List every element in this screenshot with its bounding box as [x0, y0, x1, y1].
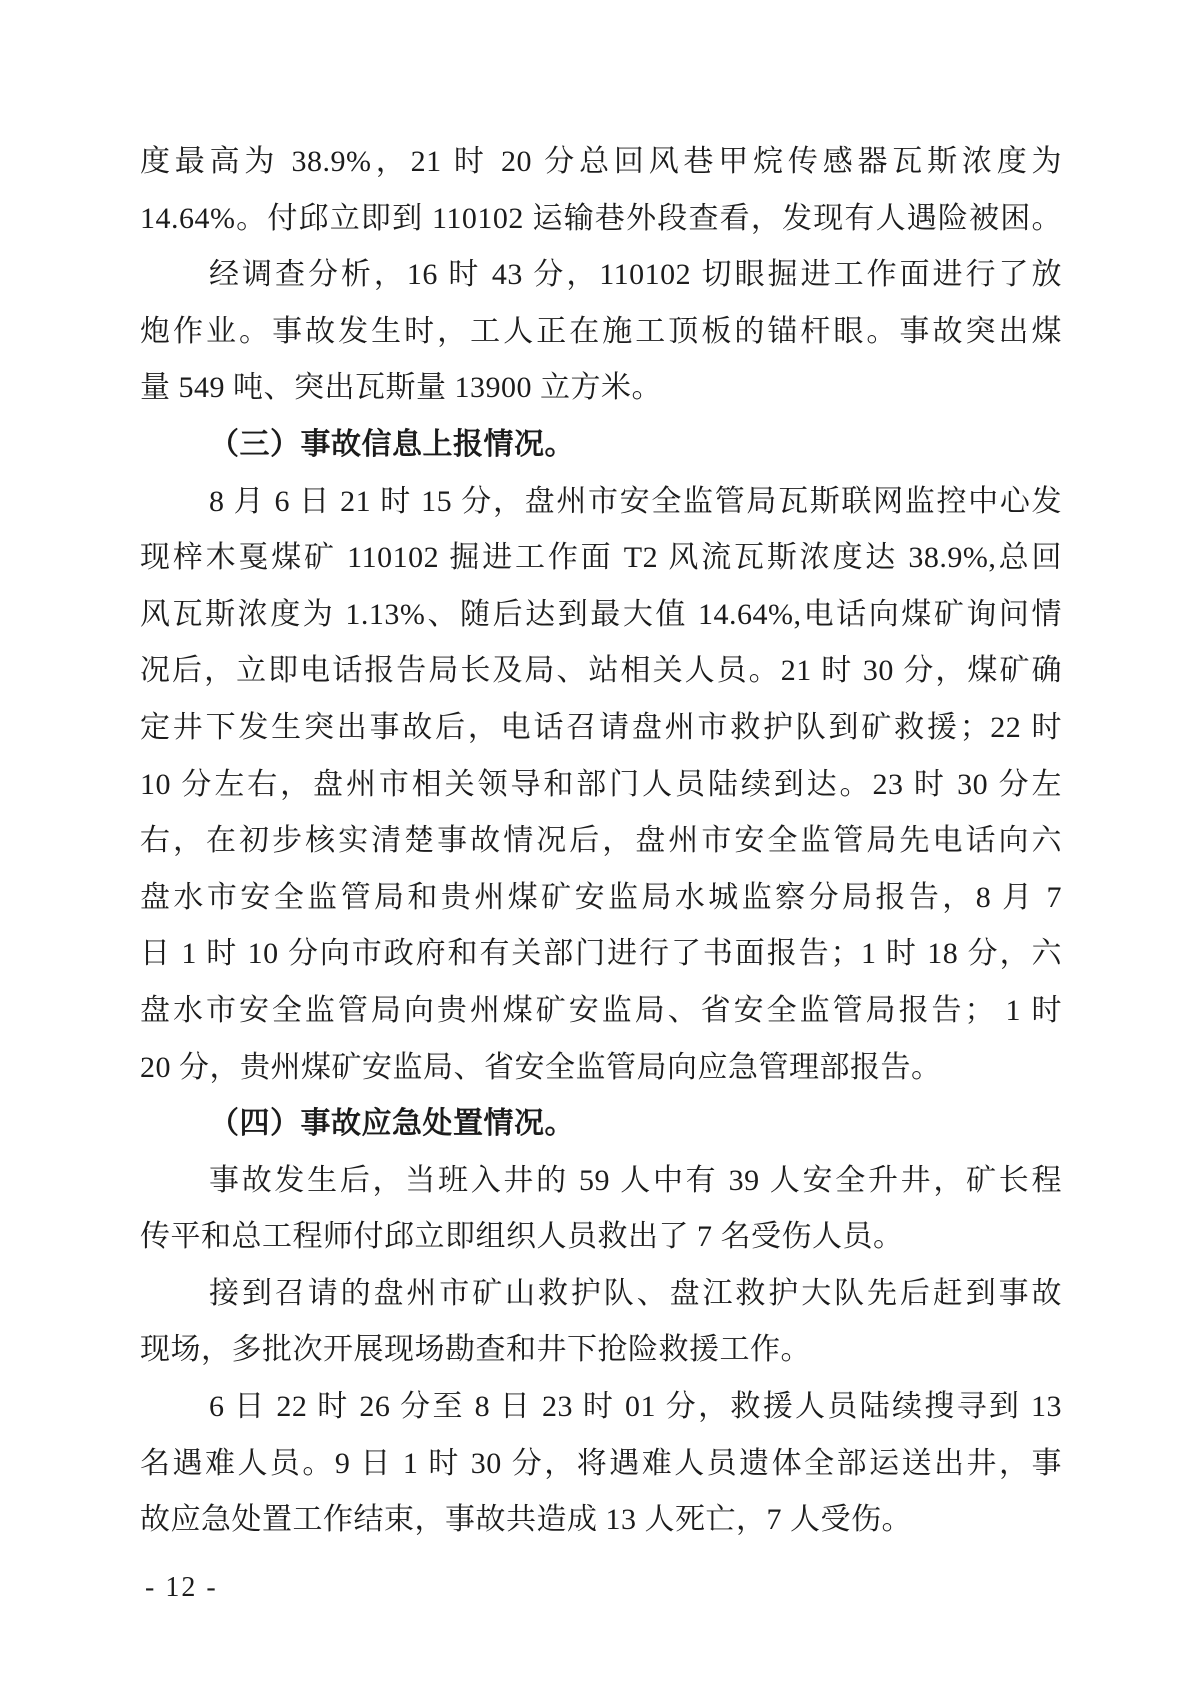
body-line-19: 事故发生后，当班入井的 59 人中有 39 人安全升井，矿长程 — [209, 1163, 1062, 1197]
body-line-14: 盘水市安全监管局和贵州煤矿安监局水城监察分局报告，8 月 7 — [140, 880, 1062, 914]
page-number: - 12 - — [145, 1572, 218, 1603]
body-line-13: 右，在初步核实清楚事故情况后，盘州市安全监管局先电话向六 — [140, 824, 1062, 858]
body-line-15: 日 1 时 10 分向市政府和有关部门进行了书面报告；1 时 18 分，六 — [140, 937, 1062, 971]
document-body — [140, 134, 1062, 1549]
heading-section-3: （三）事故信息上报情况。 — [209, 427, 575, 461]
body-line-12: 10 分左右，盘州市相关领导和部门人员陆续到达。23 时 30 分左 — [140, 767, 1062, 801]
body-line-09: 风瓦斯浓度为 1.13%、随后达到最大值 14.64%,电话向煤矿询问情 — [140, 597, 1062, 631]
body-line-17: 20 分，贵州煤矿安监局、省安全监管局向应急管理部报告。 — [140, 1050, 942, 1084]
body-line-21: 接到召请的盘州市矿山救护队、盘江救护大队先后赶到事故 — [209, 1276, 1062, 1310]
body-line-03: 经调查分析，16 时 43 分，110102 切眼掘进工作面进行了放 — [209, 258, 1062, 292]
body-line-07: 8 月 6 日 21 时 15 分，盘州市安全监管局瓦斯联网监控中心发 — [209, 484, 1062, 518]
body-line-05: 量 549 吨、突出瓦斯量 13900 立方米。 — [140, 371, 662, 405]
body-line-04: 炮作业。事故发生时，工人正在施工顶板的锚杆眼。事故突出煤 — [140, 314, 1062, 348]
body-line-11: 定井下发生突出事故后，电话召请盘州市救护队到矿救援；22 时 — [140, 710, 1062, 744]
body-line-08: 现梓木戛煤矿 110102 掘进工作面 T2 风流瓦斯浓度达 38.9%,总回 — [140, 541, 1062, 575]
body-line-01: 度最高为 38.9%，21 时 20 分总回风巷甲烷传感器瓦斯浓度为 — [140, 145, 1062, 178]
body-line-24: 名遇难人员。9 日 1 时 30 分，将遇难人员遗体全部运送出井，事 — [140, 1446, 1062, 1480]
body-line-02: 14.64%。付邱立即到 110102 运输巷外段查看，发现有人遇险被困。 — [140, 201, 1062, 235]
heading-section-4: （四）事故应急处置情况。 — [209, 1107, 575, 1141]
body-line-16: 盘水市安全监管局向贵州煤矿安监局、省安全监管局报告； 1 时 — [140, 993, 1062, 1027]
body-line-23: 6 日 22 时 26 分至 8 日 23 时 01 分，救援人员陆续搜寻到 13 — [209, 1390, 1062, 1424]
body-line-22: 现场，多批次开展现场勘查和井下抢险救援工作。 — [140, 1333, 811, 1367]
body-line-20: 传平和总工程师付邱立即组织人员救出了 7 名受伤人员。 — [140, 1220, 904, 1254]
body-line-25: 故应急处置工作结束，事故共造成 13 人死亡，7 人受伤。 — [140, 1503, 912, 1537]
body-line-10: 况后，立即电话报告局长及局、站相关人员。21 时 30 分，煤矿确 — [140, 654, 1062, 688]
